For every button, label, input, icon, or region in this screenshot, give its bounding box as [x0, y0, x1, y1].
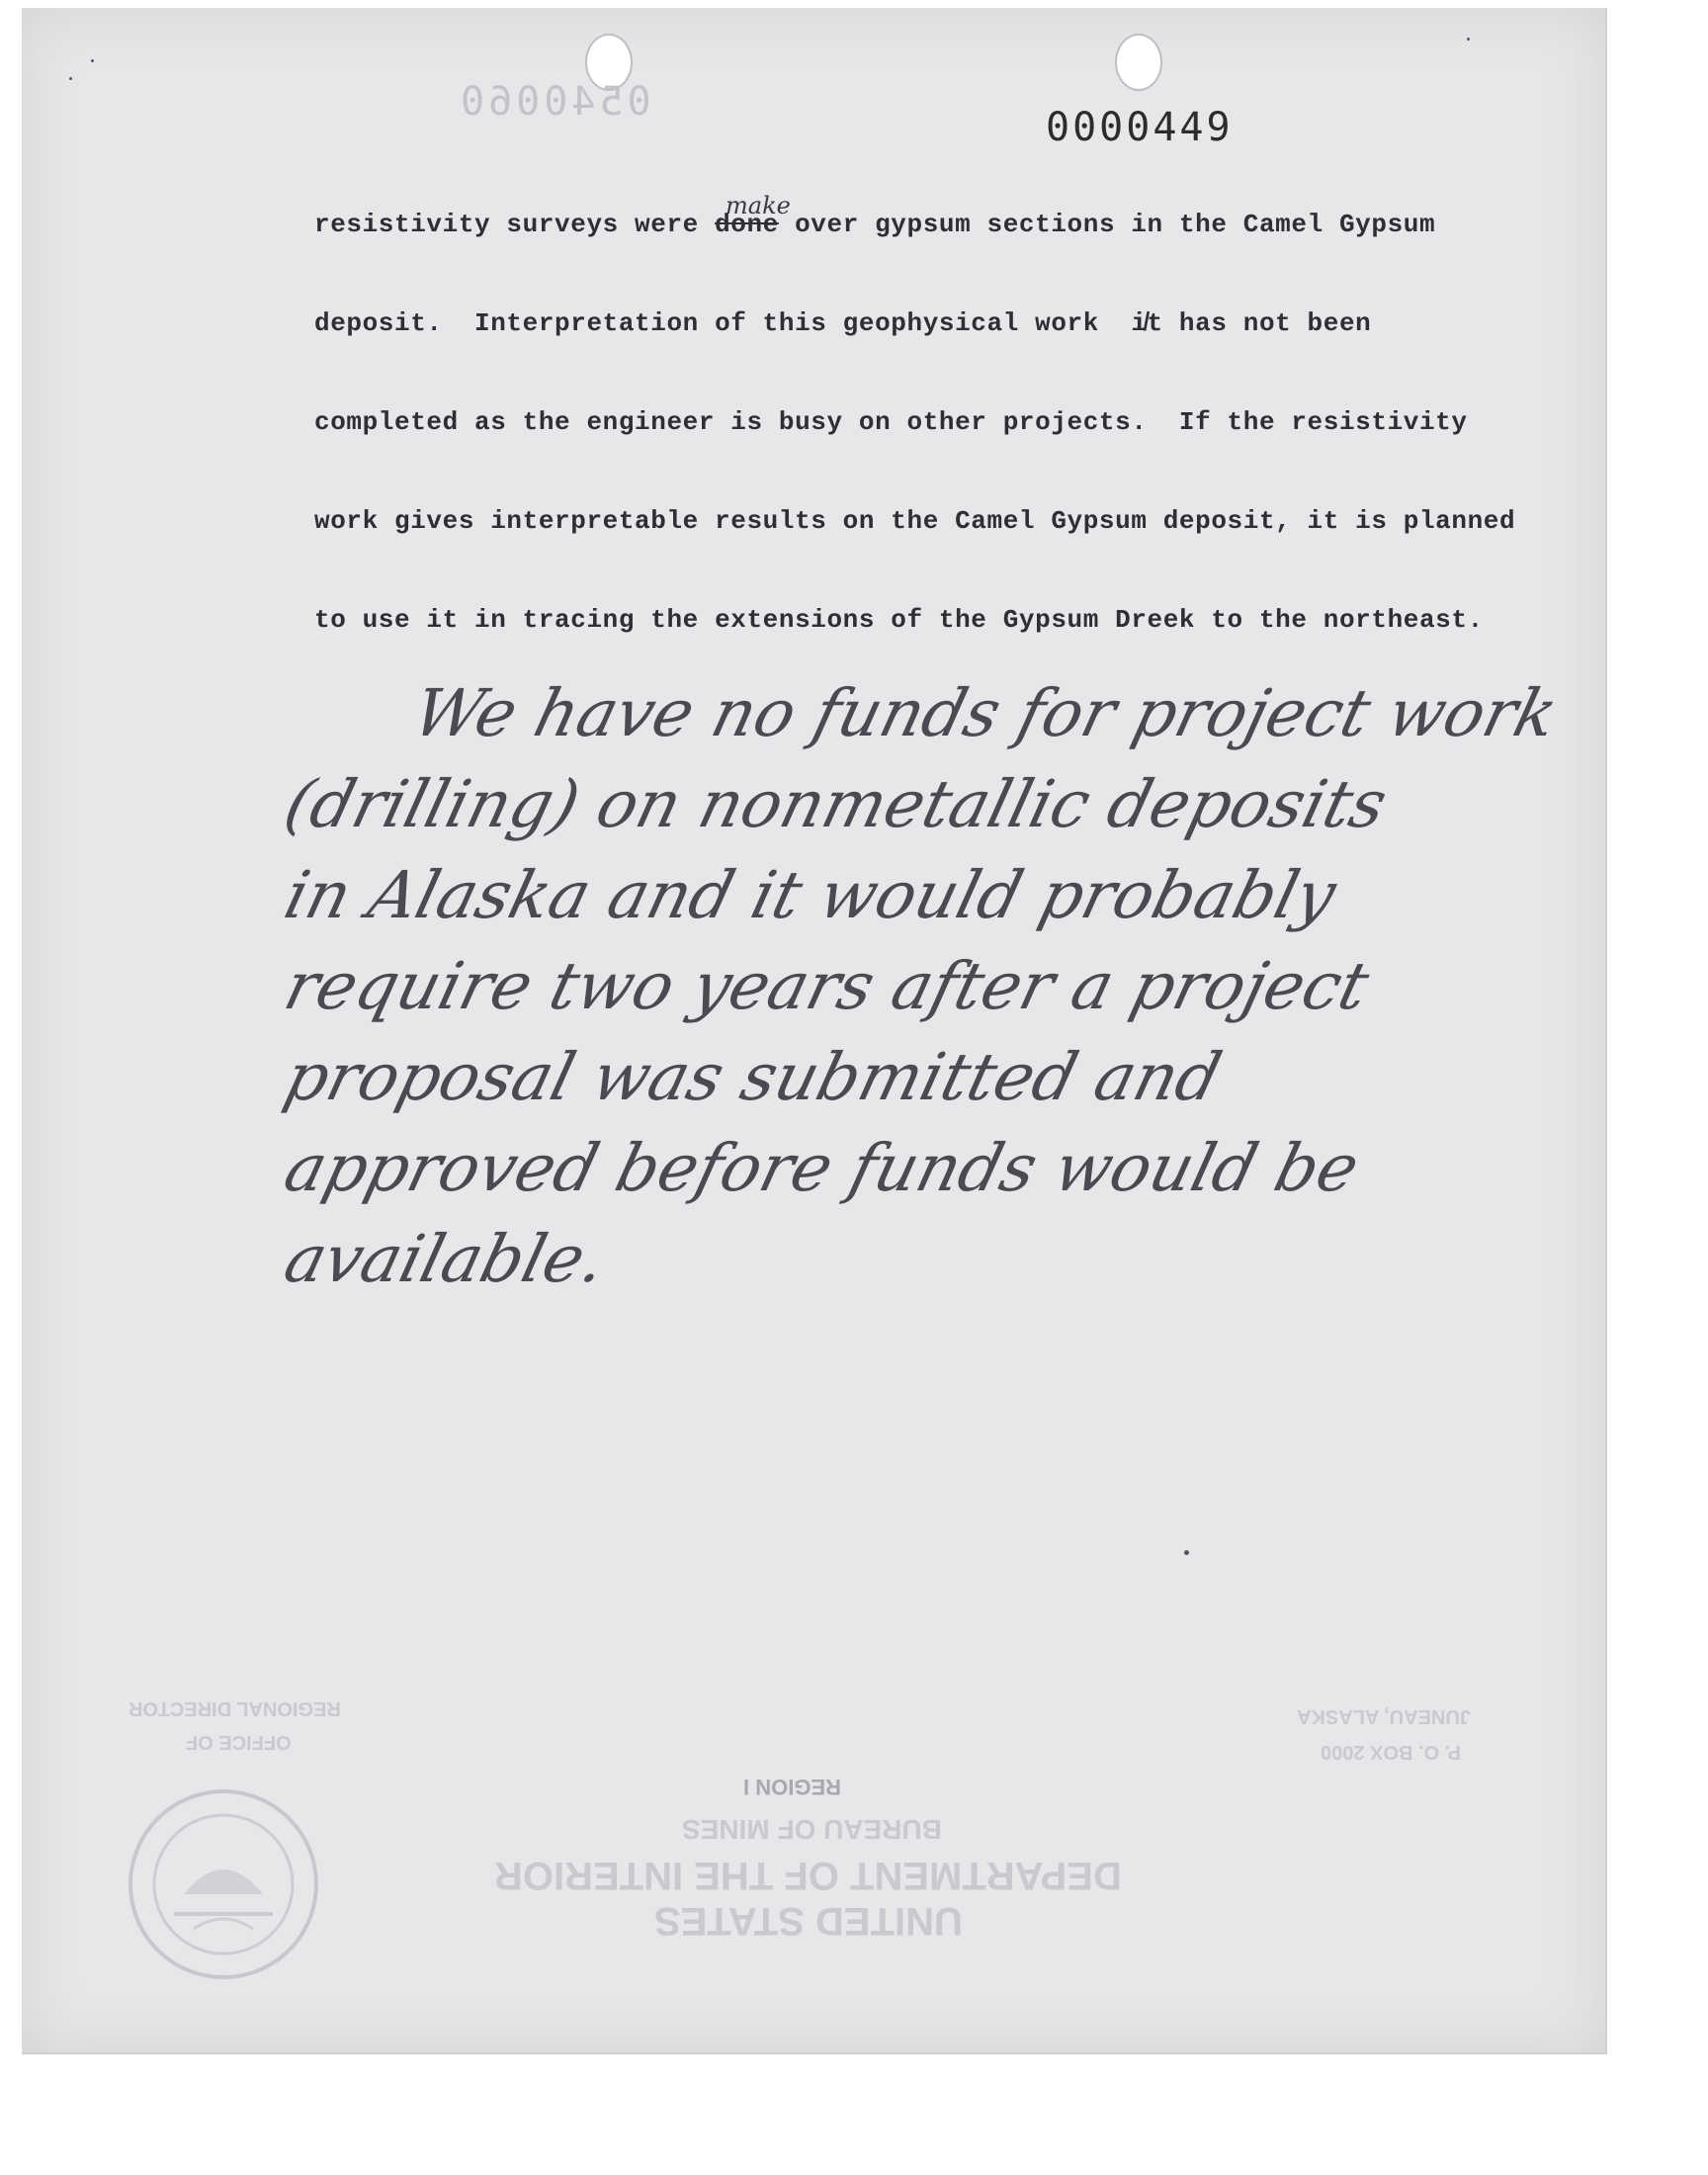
handwritten-line-2: (drilling) on nonmetallic deposits	[277, 766, 1395, 842]
handwritten-line-1: We have no funds for project work	[405, 675, 1566, 751]
typed-line-1-start: resistivity surveys were	[314, 210, 716, 239]
typed-line-4: work gives interpretable results on the Camel Gypsum deposit, it is planned	[314, 506, 1516, 536]
showthrough-letterhead	[22, 8, 1605, 2052]
department-seal-icon	[125, 1785, 322, 1983]
document-number: 0000449	[1046, 105, 1234, 150]
faded-stamp-number: 0540060	[457, 79, 651, 125]
ghost-line-bureau: BUREAU OF MINES	[682, 1814, 942, 1845]
ghost-line-department: DEPARTMENT OF THE INTERIOR	[494, 1854, 1122, 1897]
handwritten-insertion: make	[726, 192, 791, 219]
ghost-office-of: OFFICE OF	[186, 1731, 292, 1753]
struck-word: done	[715, 210, 779, 239]
handwritten-line-6: approved before funds would be	[277, 1130, 1367, 1206]
ghost-line-united-states: UNITED STATES	[654, 1899, 963, 1943]
handwritten-line-7: available.	[277, 1221, 614, 1297]
paper-speck	[1467, 38, 1470, 41]
ghost-po-box: P. O. BOX 2000	[1321, 1741, 1461, 1763]
ghost-juneau-alaska: JUNEAU, ALASKA	[1297, 1705, 1471, 1727]
typed-line-1-end: over gypsum sections in the Camel Gypsum	[778, 210, 1436, 239]
typed-line-2: deposit. Interpretation of this geophysical work i̸t has not been	[314, 308, 1372, 338]
ghost-line-region: REGION I	[743, 1775, 842, 1799]
paper-speck	[69, 77, 72, 80]
paper-speck	[1184, 1550, 1189, 1555]
paper-speck	[91, 59, 94, 62]
handwritten-line-5: proposal was submitted and	[277, 1039, 1230, 1115]
typed-line-5: to use it in tracing the extensions of the Gypsum Dreek to the northeast.	[314, 605, 1484, 635]
document-page	[22, 8, 1607, 2054]
handwritten-line-4: require two years after a project	[277, 948, 1377, 1024]
handwritten-line-3: in Alaska and it would probably	[277, 857, 1344, 933]
ghost-regional-director: REGIONAL DIRECTOR	[128, 1697, 341, 1719]
typed-line-3: completed as the engineer is busy on other projects. If the resistivity	[314, 407, 1468, 437]
